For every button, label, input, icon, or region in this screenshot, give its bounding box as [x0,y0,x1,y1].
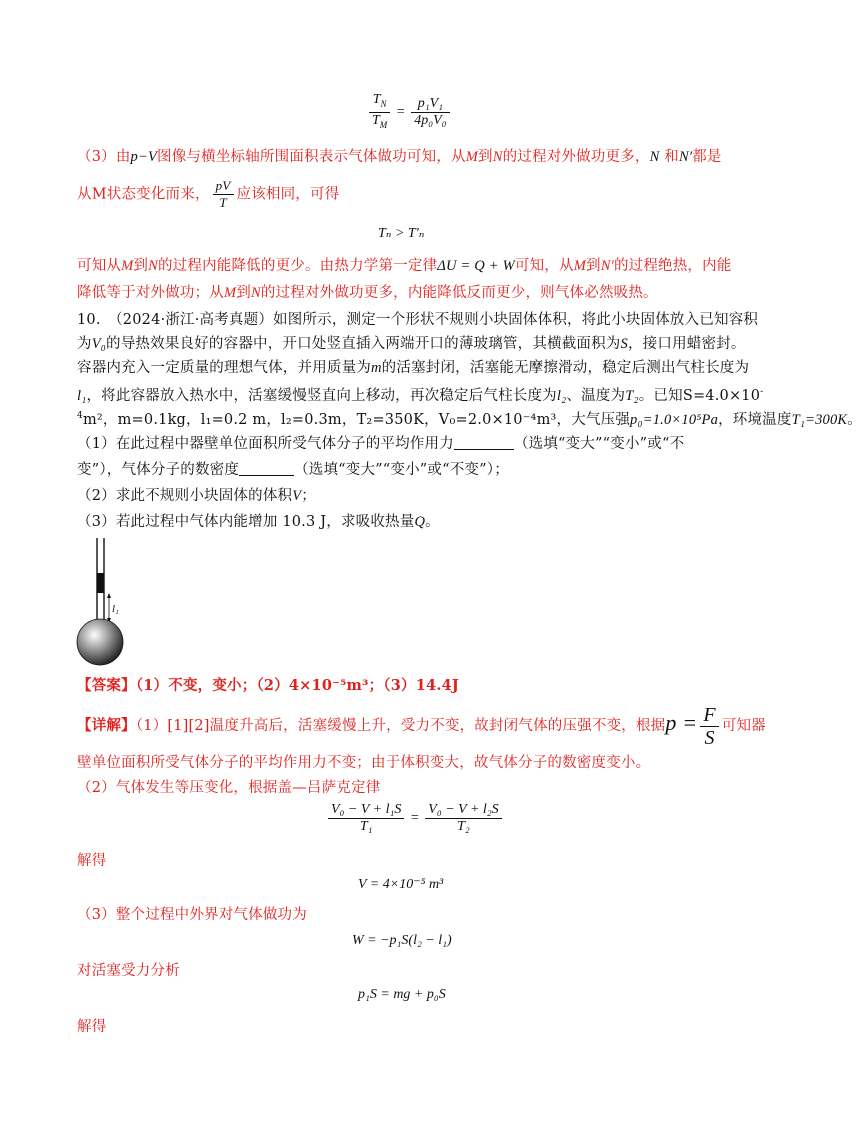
para-3b-line-1: 可知从M到N的过程内能降低的更少。由热力学第一定律ΔU = Q + W可知，从M到N′的过程绝热，内能 [77,258,732,274]
q10-sub-3: （3）若此过程中气体内能增加 10.3 J，求吸收热量Q。 [77,514,440,530]
answer-blank-1[interactable] [454,435,514,450]
equation-temperature-ratio: $\frac{T_N}{T_M}$ = $\frac{\text{p₁V₁}}{\text{4p₀V₀}}$ [366,92,453,133]
para-3-line-1: （3）由p−V图像与横坐标轴所围面积表示气体做功可知，从M到N的过程对外做功更多，N 和N′都是 [77,149,722,165]
q10-line-3: 容器内充入一定质量的理想气体，并用质量为m的活塞封闭，活塞能无摩擦滑动，稳定后测出气柱长度为 [77,360,750,376]
detail-line-4: （3）整个过程中外界对气体做功为 [77,907,307,923]
para-3-line-2: 从M状态变化而来， $\frac{pV}{T}$ 应该相同，可得 [77,178,340,210]
q10-sub-1-line-1: （1）在此过程中器壁单位面积所受气体分子的平均作用力 （选填“变大”“变小”或“不 [77,436,685,452]
detail-line-5: 对活塞受力分析 [77,963,180,979]
apparatus-figure [70,538,140,668]
q10-line-5: $^4$m²，m=0.1kg，l₁=0.2 m，l₂=0.3m，T₂=350K，V₀=2.0×10⁻⁴m³，大气压强p₀=1.0×10⁵Pa，环境温度T₁=300K。 [77,411,862,428]
detail-line-2: 壁单位面积所受气体分子的平均作用力不变；由于体积变大，故气体分子的数密度变小。 [77,755,651,771]
q10-line-2: 为V₀的导热效果良好的容器中，开口处竖直插入两端开口的薄玻璃管，其横截面积为S，接口用蜡密封。 [77,336,746,352]
gas-column-label: l₁ [112,603,119,615]
detail-solve-1: 解得 [77,853,107,869]
q10-sub-1-line-2: 变”），气体分子的数密度 （选填“变大”“变小”或“不变”）； [77,462,509,478]
piston [97,573,104,593]
q10-line-4: l₁，将此容器放入热水中，活塞缓慢竖直向上移动，再次稳定后气柱长度为l₂、温度为T₂。已知S=4.0×10- [77,387,764,404]
equation-force-balance: p₁S = mg + p₀S [358,987,446,1002]
answer-blank-2[interactable] [239,461,294,476]
detail-line-1: 【详解】（1）[1][2]温度升高后，活塞缓慢上升，受力不变，故封闭气体的压强不变，根据p = $\frac{F}{S}$ 可知器 [77,703,766,749]
equation-work: W = −p₁S(l₂ − l₁) [352,933,452,948]
equation-gay-lussac: $\frac{\text{V₀ − V + l₁S}}{\text{T₁}}$ = $\frac{\text{V₀ − V + l₂S}}{\text{T₂}}$ [325,802,505,835]
equation-volume-result: V = 4×10⁻⁵ m³ [358,877,444,892]
equation-tn-greater: Tₙ > T′ₙ [378,226,425,241]
detail-solve-2: 解得 [77,1019,107,1035]
q10-line-1: 10. （2024·浙江·高考真题）如图所示，测定一个形状不规则小块固体体积，将此小块固体放入已知容积 [77,312,759,328]
detail-line-3: （2）气体发生等压变化，根据盖—吕萨克定律 [77,780,381,796]
container-sphere [77,619,123,665]
answer-line: 【答案】（1）不变，变小；（2）4×10⁻⁵m³；（3）14.4J [77,677,459,694]
para-3b-line-2: 降低等于对外做功；从M到N的过程对外做功更多，内能降低反而更少，则气体必然吸热。 [77,285,658,301]
q10-sub-2: （2）求此不规则小块固体的体积V； [77,488,316,504]
